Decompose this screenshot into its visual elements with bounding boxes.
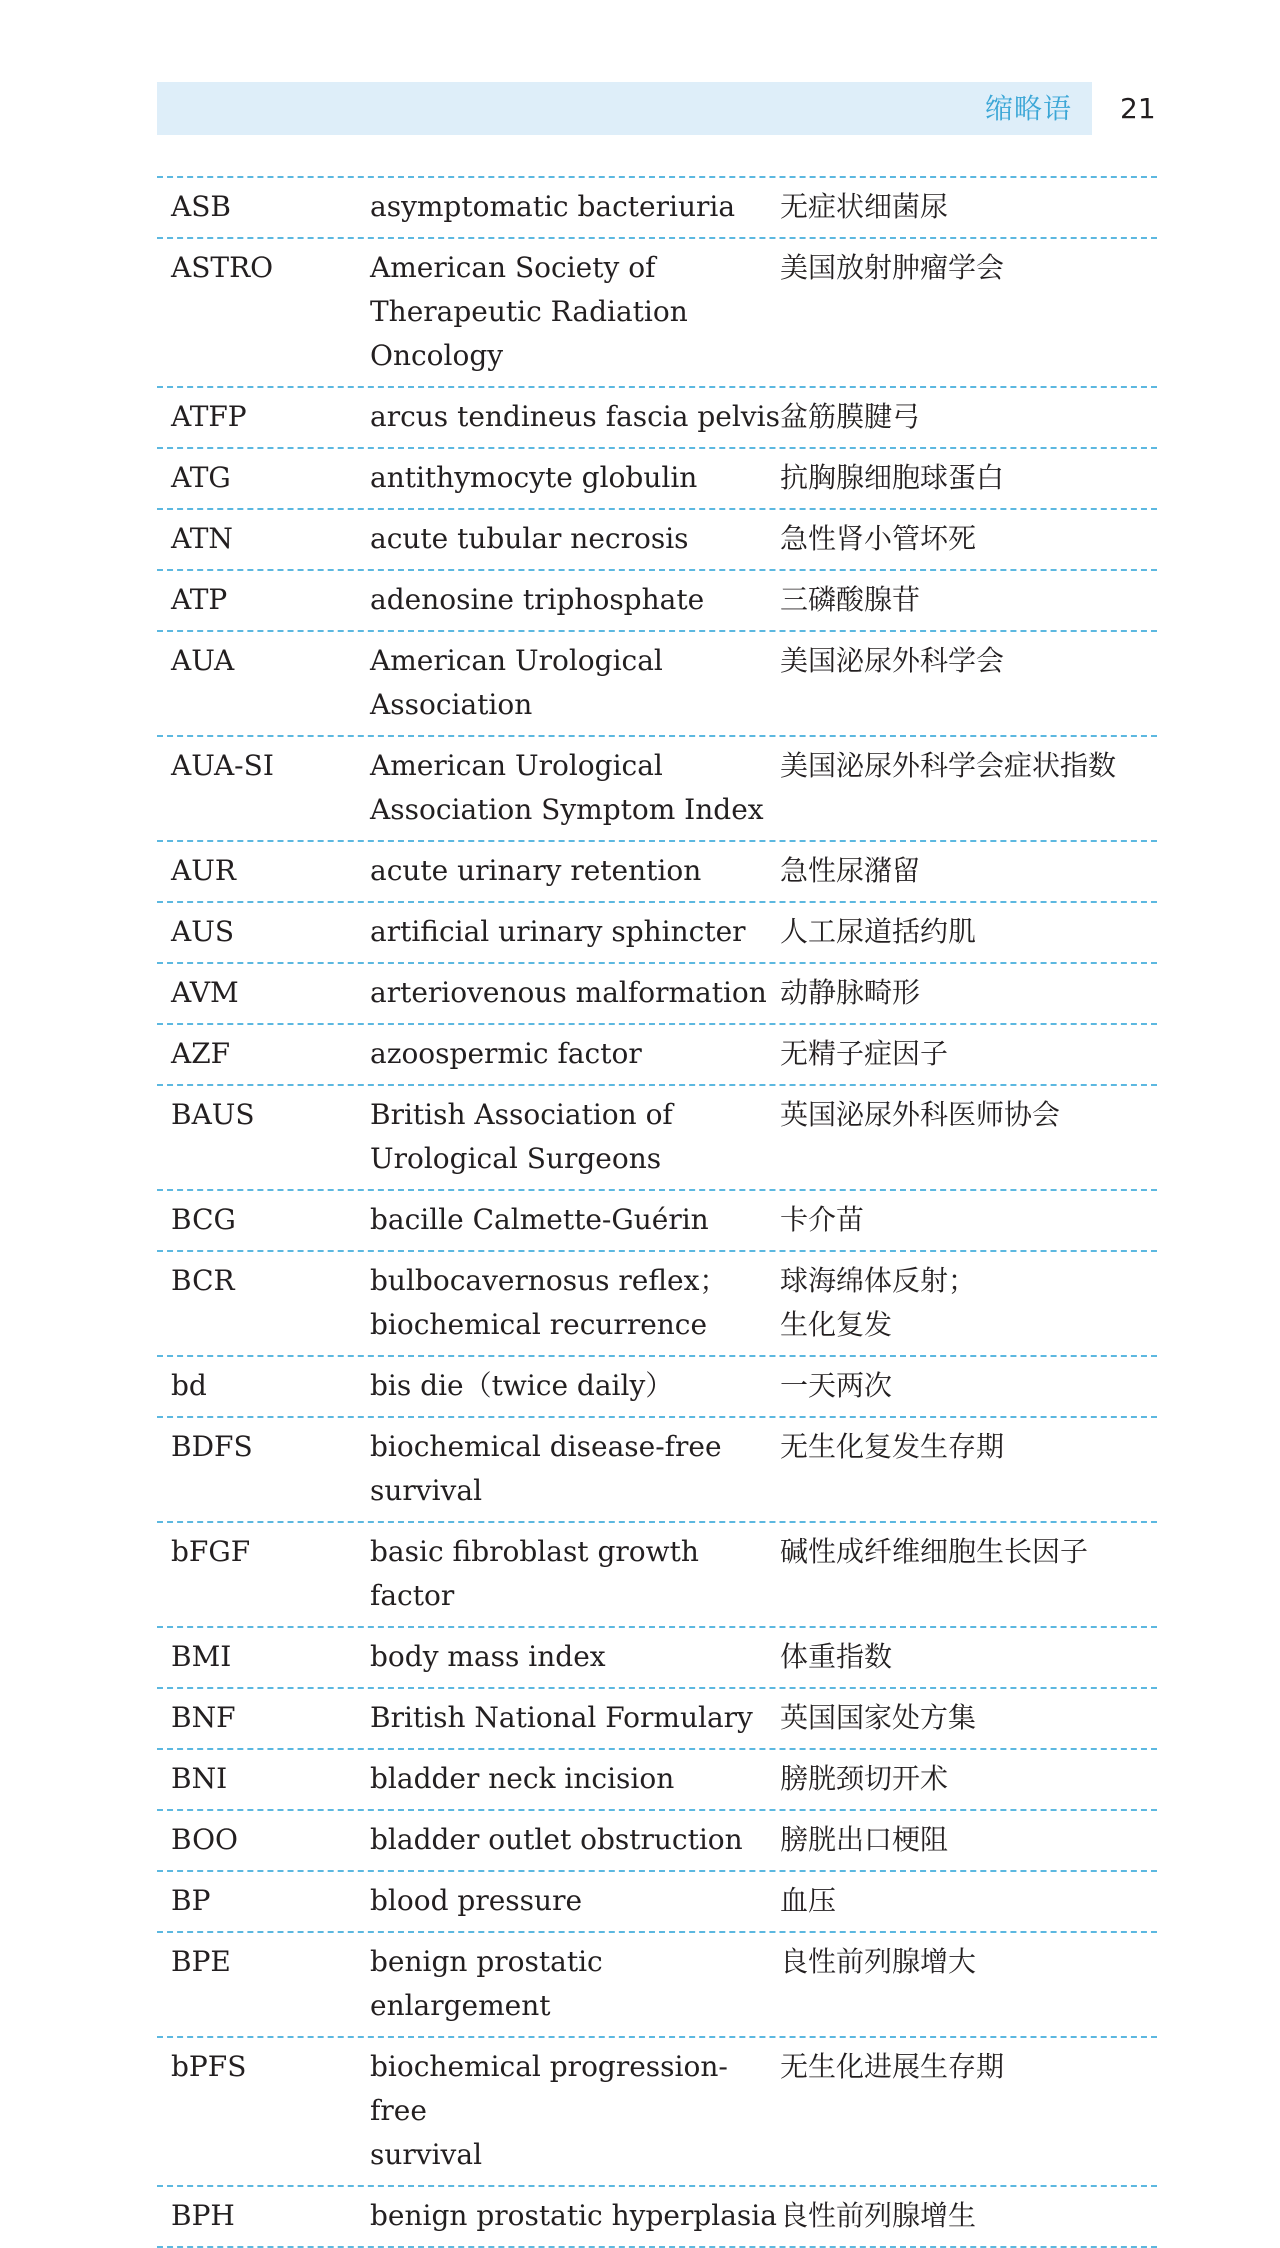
abbreviation-cell: bFGF: [171, 1535, 251, 1568]
chinese-term-cell: 一天两次: [780, 1369, 893, 1402]
abbreviation-cell: ATG: [171, 461, 231, 494]
table-row: [157, 964, 1157, 1025]
english-term-cell: adenosine triphosphate: [370, 583, 705, 616]
chinese-term-cell: 盆筋膜腱弓: [780, 400, 921, 433]
table-row: [157, 632, 1157, 737]
abbreviation-cell: ATFP: [171, 400, 247, 433]
chinese-term-cell: 血压: [780, 1884, 837, 1917]
chinese-term-cell: 碱性成纤维细胞生长因子: [780, 1535, 1089, 1568]
english-term-cell: artificial urinary sphincter: [370, 915, 746, 948]
english-term-cell: biochemical progression-free survival: [370, 2050, 728, 2171]
page-header: [157, 82, 1092, 135]
abbreviation-cell: AUR: [171, 854, 236, 887]
english-term-cell: benign prostatic enlargement: [370, 1945, 603, 2022]
abbreviation-cell: AZF: [171, 1037, 231, 1070]
abbreviation-cell: bPFS: [171, 2050, 247, 2083]
table-row: [157, 1628, 1157, 1689]
chinese-term-cell: 球海绵体反射； 生化复发: [780, 1264, 977, 1341]
english-term-cell: American Urological Association Symptom Index: [370, 749, 764, 826]
table-row: [157, 1025, 1157, 1086]
english-term-cell: bulbocavernosus reflex； biochemical recurrence: [370, 1264, 728, 1341]
table-row: [157, 1750, 1157, 1811]
table-row: [157, 510, 1157, 571]
english-term-cell: American Urological Association: [370, 644, 663, 721]
chinese-term-cell: 无生化进展生存期: [780, 2050, 1005, 2083]
abbreviation-cell: ATN: [171, 522, 233, 555]
table-row: [157, 239, 1157, 388]
abbreviation-cell: BPH: [171, 2199, 235, 2232]
english-term-cell: bacille Calmette-Guérin: [370, 1203, 709, 1236]
english-term-cell: British National Formulary: [370, 1701, 753, 1734]
chinese-term-cell: 抗胸腺细胞球蛋白: [780, 461, 1005, 494]
table-row: [157, 1191, 1157, 1252]
abbreviation-cell: AUA-SI: [171, 749, 274, 782]
english-term-cell: British Association of Urological Surgeons: [370, 1098, 673, 1175]
table-row: [157, 737, 1157, 842]
abbreviation-cell: AVM: [171, 976, 239, 1009]
table-row: [157, 1086, 1157, 1191]
chinese-term-cell: 人工尿道括约肌: [780, 915, 977, 948]
abbreviation-cell: BAUS: [171, 1098, 255, 1131]
abbreviation-cell: bd: [171, 1369, 207, 1402]
chinese-term-cell: 无症状细菌尿: [780, 190, 949, 223]
abbreviation-cell: BCG: [171, 1203, 236, 1236]
chinese-term-cell: 美国泌尿外科学会症状指数: [780, 749, 1117, 782]
chinese-term-cell: 膀胱出口梗阻: [780, 1823, 949, 1856]
abbreviation-cell: BOO: [171, 1823, 239, 1856]
abbreviation-table: [157, 176, 1157, 2248]
chinese-term-cell: 美国放射肿瘤学会: [780, 251, 1005, 284]
abbreviation-cell: ASB: [171, 190, 231, 223]
chinese-term-cell: 急性尿潴留: [780, 854, 921, 887]
abbreviation-cell: BP: [171, 1884, 211, 1917]
english-term-cell: American Society of Therapeutic Radiation Oncology: [370, 251, 688, 372]
chinese-term-cell: 英国国家处方集: [780, 1701, 977, 1734]
english-term-cell: blood pressure: [370, 1884, 583, 1917]
table-row: [157, 449, 1157, 510]
abbreviation-cell: BNI: [171, 1762, 228, 1795]
abbreviation-cell: BCR: [171, 1264, 235, 1297]
english-term-cell: bladder neck incision: [370, 1762, 675, 1795]
table-row: [157, 571, 1157, 632]
chinese-term-cell: 膀胱颈切开术: [780, 1762, 949, 1795]
english-term-cell: body mass index: [370, 1640, 606, 1673]
page-number: 21: [1120, 92, 1156, 125]
table-row: [157, 1252, 1157, 1357]
table-row: [157, 1872, 1157, 1933]
english-term-cell: arcus tendineus fascia pelvis: [370, 400, 780, 433]
chinese-term-cell: 良性前列腺增生: [780, 2199, 977, 2232]
abbreviation-cell: BNF: [171, 1701, 236, 1734]
chinese-term-cell: 美国泌尿外科学会: [780, 644, 1005, 677]
chinese-term-cell: 体重指数: [780, 1640, 893, 1673]
abbreviation-cell: ATP: [171, 583, 228, 616]
english-term-cell: biochemical disease-free survival: [370, 1430, 722, 1507]
table-row: [157, 178, 1157, 239]
section-title: 缩略语: [984, 92, 1072, 125]
chinese-term-cell: 卡介苗: [780, 1203, 865, 1236]
table-row: [157, 1418, 1157, 1523]
table-row: [157, 1689, 1157, 1750]
abbreviation-cell: ASTRO: [171, 251, 274, 284]
chinese-term-cell: 无生化复发生存期: [780, 1430, 1005, 1463]
english-term-cell: acute tubular necrosis: [370, 522, 689, 555]
abbreviation-cell: AUA: [171, 644, 235, 677]
table-row: [157, 1811, 1157, 1872]
abbreviation-cell: BMI: [171, 1640, 232, 1673]
chinese-term-cell: 动静脉畸形: [780, 976, 921, 1009]
english-term-cell: antithymocyte globulin: [370, 461, 698, 494]
table-row: [157, 2187, 1157, 2248]
chinese-term-cell: 英国泌尿外科医师协会: [780, 1098, 1061, 1131]
english-term-cell: benign prostatic hyperplasia: [370, 2199, 777, 2232]
table-row: [157, 1933, 1157, 2038]
table-row: [157, 842, 1157, 903]
table-row: [157, 1357, 1157, 1418]
chinese-term-cell: 无精子症因子: [780, 1037, 949, 1070]
table-row: [157, 388, 1157, 449]
english-term-cell: asymptomatic bacteriuria: [370, 190, 736, 223]
abbreviation-cell: BDFS: [171, 1430, 253, 1463]
english-term-cell: azoospermic factor: [370, 1037, 642, 1070]
english-term-cell: basic fibroblast growth factor: [370, 1535, 699, 1612]
english-term-cell: acute urinary retention: [370, 854, 702, 887]
abbreviation-cell: BPE: [171, 1945, 231, 1978]
table-row: [157, 903, 1157, 964]
table-row: [157, 1523, 1157, 1628]
chinese-term-cell: 良性前列腺增大: [780, 1945, 977, 1978]
english-term-cell: bladder outlet obstruction: [370, 1823, 743, 1856]
chinese-term-cell: 三磷酸腺苷: [780, 583, 921, 616]
english-term-cell: bis die（twice daily）: [370, 1369, 674, 1402]
english-term-cell: arteriovenous malformation: [370, 976, 767, 1009]
abbreviation-cell: AUS: [171, 915, 234, 948]
chinese-term-cell: 急性肾小管坏死: [780, 522, 977, 555]
